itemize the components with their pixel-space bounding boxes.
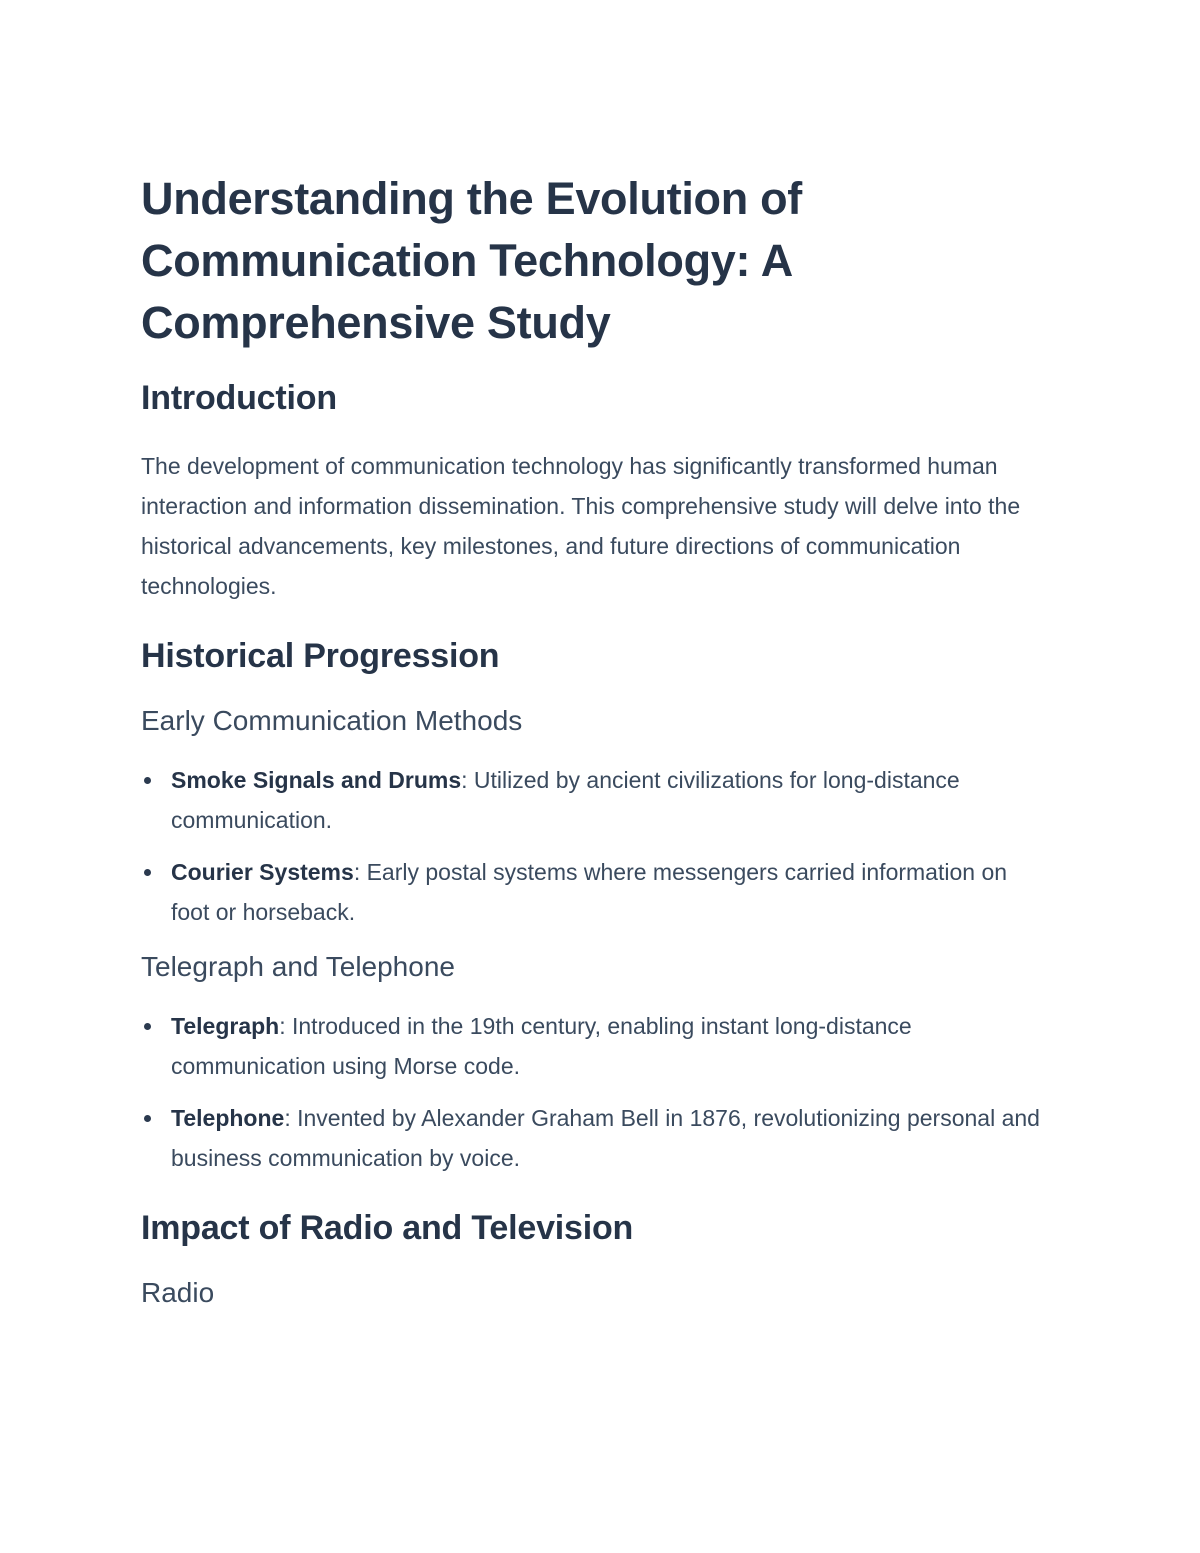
document-page [141, 168, 1041, 1312]
bullet-icon [144, 777, 151, 784]
list-item-text: : Invented by Alexander Graham Bell in 1876, revolutionizing personal and business communication by voice. [171, 1105, 1040, 1171]
early-methods-list [141, 760, 1041, 932]
list-item [141, 760, 1041, 840]
bullet-icon [144, 869, 151, 876]
early-methods-heading: Early Communication Methods [141, 705, 523, 736]
introduction-paragraph: The development of communication technology has significantly transformed human interaction and information dissemination. This comprehensive study will delve into the historical advancements, key milestones, and future directions of communication technologies. [141, 453, 1021, 599]
bullet-icon [144, 1023, 151, 1030]
list-item-text: : Early postal systems where messengers carried information on foot or horseback. [171, 859, 1008, 925]
list-item [141, 1006, 1041, 1086]
list-item-term: Telegraph [171, 1013, 280, 1039]
telegraph-telephone-list [141, 1006, 1041, 1178]
impact-heading: Impact of Radio and Television [141, 1209, 634, 1247]
list-item-text: : Utilized by ancient civilizations for long-distance communication. [171, 767, 960, 833]
list-item [141, 852, 1041, 932]
radio-heading: Radio [141, 1277, 215, 1308]
list-item-term: Telephone [171, 1105, 285, 1131]
list-item-term: Courier Systems [171, 859, 354, 885]
list-item-text: : Introduced in the 19th century, enabling instant long-distance communication using Morse code. [171, 1013, 912, 1079]
list-item-term: Smoke Signals and Drums [171, 767, 462, 793]
introduction-heading: Introduction [141, 379, 337, 417]
list-item [141, 1098, 1041, 1178]
bullet-icon [144, 1115, 151, 1122]
telegraph-telephone-heading: Telegraph and Telephone [141, 951, 455, 982]
historical-progression-heading: Historical Progression [141, 637, 500, 675]
document-title: Understanding the Evolution of Communication Technology: A Comprehensive Study [141, 173, 802, 348]
